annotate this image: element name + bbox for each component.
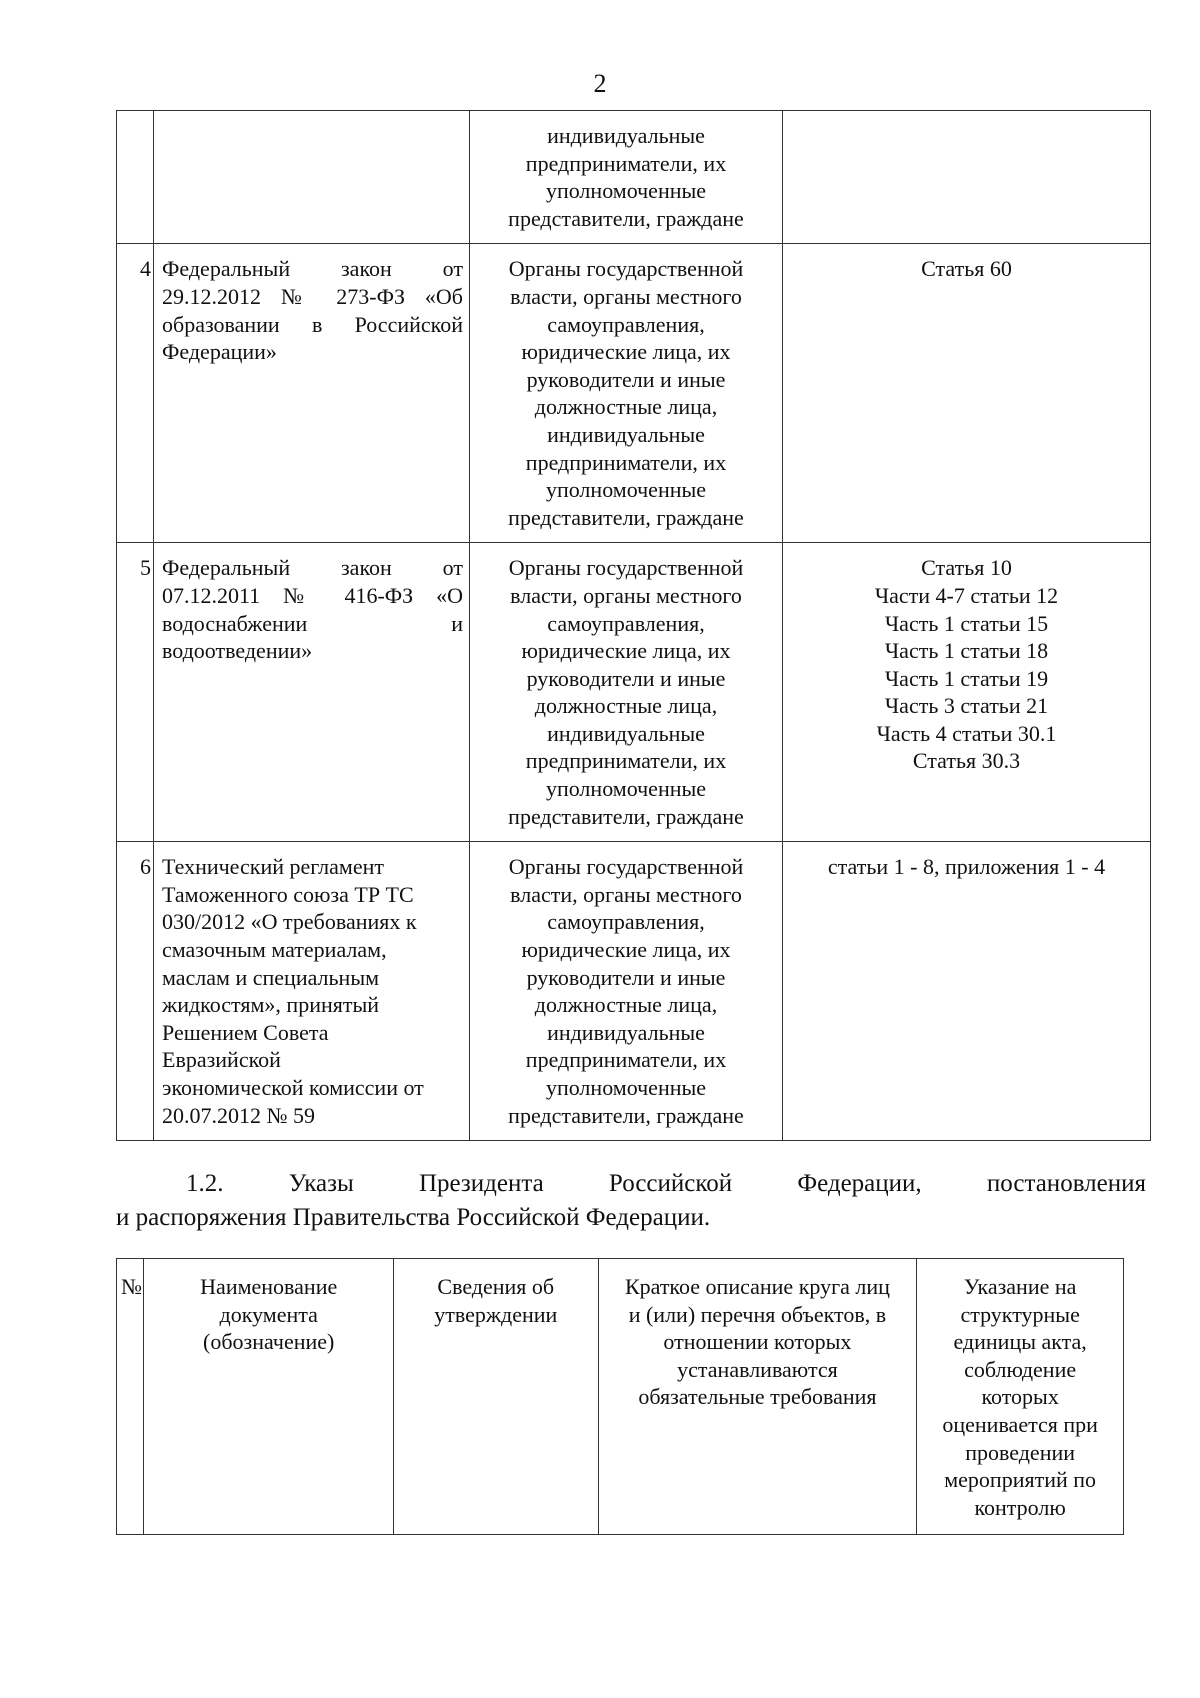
document-name-line: Федерации»: [162, 339, 277, 365]
subjects-line: руководители и иные: [526, 665, 726, 691]
document-name-line: Решением Совета: [162, 1019, 329, 1045]
header-line: Краткое описание круга лиц: [624, 1274, 890, 1299]
articles-cell: [783, 543, 1151, 842]
header-line: №: [121, 1274, 142, 1299]
document-name-line: 20.07.2012 № 59: [162, 1102, 315, 1128]
subjects-line: самоуправления,: [547, 610, 705, 636]
header-cell-document-name: [144, 1259, 393, 1535]
section-heading-line-2: и распоряжения Правительства Российской Федерации.: [116, 1204, 711, 1231]
subjects-line: уполномоченные: [545, 776, 707, 802]
articles-line: Статья 10: [921, 555, 1012, 581]
subjects-line: предприниматели, их: [525, 150, 727, 176]
header-line: мероприятий по: [944, 1467, 1097, 1493]
document-name-line: смазочным материалам,: [162, 937, 387, 963]
header-line: проведении: [965, 1439, 1076, 1465]
header-cell-structural-units: [917, 1259, 1124, 1535]
subjects-line: юридические лица, их: [521, 638, 731, 664]
table-row: [117, 543, 1151, 842]
subjects-line: Органы государственной: [508, 555, 744, 581]
header-line: документа: [219, 1301, 318, 1327]
document-name-cell: [154, 543, 470, 842]
subjects-cell: [470, 543, 783, 842]
articles-line: Части 4-7 статьи 12: [874, 582, 1059, 608]
articles-line: Часть 4 статьи 30.1: [876, 720, 1057, 746]
header-cell-description: [598, 1259, 917, 1535]
subjects-line: самоуправления,: [547, 909, 705, 935]
header-cell-number: [117, 1259, 144, 1535]
document-name-line: водоснабжении и: [162, 610, 463, 636]
subjects-line: уполномоченные: [545, 1075, 707, 1100]
articles-line: Часть 1 статьи 15: [884, 610, 1049, 636]
header-line: оценивается при: [942, 1411, 1098, 1437]
row-number: [117, 111, 154, 244]
document-name-line: Федеральный закон от: [162, 256, 463, 282]
row-number: 4: [117, 244, 154, 543]
header-line: обязательные требования: [638, 1384, 877, 1410]
subjects-line: самоуправления,: [547, 311, 705, 337]
document-name-line: водоотведении»: [162, 638, 313, 664]
document-name-line: экономической комиссии от: [162, 1075, 424, 1100]
row-number: 6: [117, 842, 154, 1141]
subjects-line: индивидуальные: [547, 421, 705, 447]
header-line: утверждении: [434, 1301, 558, 1327]
document-name-line: образовании в Российской: [162, 311, 463, 337]
subjects-line: должностные лица,: [534, 394, 718, 420]
subjects-line: руководители и иные: [526, 964, 726, 990]
document-name-line: Евразийской: [162, 1047, 281, 1073]
page-number: 2: [593, 69, 607, 98]
header-line: отношении которых: [663, 1329, 852, 1355]
subjects-line: предприниматели, их: [525, 449, 727, 475]
subjects-line: индивидуальные: [547, 720, 705, 746]
header-line: контролю: [974, 1494, 1066, 1520]
subjects-line: уполномоченные: [545, 477, 707, 503]
document-name-line: маслам и специальным: [162, 964, 380, 990]
document-name-cell: [154, 842, 470, 1141]
header-line: структурные: [960, 1301, 1080, 1327]
table-header-row: [117, 1259, 1124, 1535]
table-row: [117, 244, 1151, 543]
subjects-line: власти, органы местного: [510, 283, 742, 309]
articles-line: Часть 1 статьи 19: [884, 665, 1049, 691]
subjects-line: предприниматели, их: [525, 748, 727, 774]
table-body: [117, 111, 1151, 1141]
header-cell-approval-info: [393, 1259, 598, 1535]
subjects-line: Органы государственной: [508, 256, 744, 282]
row-number: 5: [117, 543, 154, 842]
subjects-cell: [470, 244, 783, 543]
header-line: которых: [981, 1384, 1059, 1410]
header-line: Сведения об: [437, 1274, 555, 1299]
articles-line: Статья 60: [921, 256, 1012, 282]
document-name-line: 030/2012 «О требованиях к: [162, 909, 417, 935]
articles-cell: [783, 111, 1151, 244]
requirements-table-continued: [116, 110, 1151, 1141]
subjects-line: должностные лица,: [534, 693, 718, 719]
articles-line: Статья 30.3: [912, 748, 1021, 774]
subjects-line: представители, граждане: [508, 1102, 744, 1128]
subjects-line: юридические лица, их: [521, 339, 731, 365]
articles-line: статьи 1 - 8, приложения 1 - 4: [827, 854, 1106, 880]
subjects-line: руководители и иные: [526, 366, 726, 392]
articles-cell: [783, 244, 1151, 543]
header-line: соблюдение: [964, 1356, 1077, 1382]
document-name-line: 07.12.2011 № 416-ФЗ «О: [162, 582, 463, 608]
articles-line: Часть 1 статьи 18: [884, 638, 1049, 664]
document-name-line: Федеральный закон от: [162, 555, 463, 581]
document-name-cell: [154, 244, 470, 543]
document-name-line: Технический регламент: [162, 854, 384, 880]
subjects-line: власти, органы местного: [510, 881, 742, 907]
header-line: Наименование: [200, 1274, 338, 1299]
document-name-line: Таможенного союза ТР ТС: [162, 881, 414, 907]
document-name-line: 29.12.2012 № 273-ФЗ «Об: [162, 283, 463, 309]
subjects-cell: [470, 111, 783, 244]
document-name-line: жидкостям», принятый: [162, 992, 380, 1018]
decrees-table: [116, 1258, 1124, 1535]
table-row: [117, 842, 1151, 1141]
subjects-line: представители, граждане: [508, 803, 744, 829]
subjects-line: индивидуальные: [547, 1019, 705, 1045]
subjects-line: индивидуальные: [547, 123, 705, 148]
subjects-line: власти, органы местного: [510, 582, 742, 608]
header-line: Указание на: [963, 1274, 1077, 1299]
header-line: (обозначение): [203, 1329, 335, 1355]
subjects-line: Органы государственной: [508, 854, 744, 880]
section-heading: [116, 1167, 1146, 1235]
subjects-cell: [470, 842, 783, 1141]
subjects-line: должностные лица,: [534, 992, 718, 1018]
articles-line: Часть 3 статьи 21: [884, 693, 1049, 719]
section-heading-line-1: 1.2. Указы Президента Российской Федерации, постановления: [186, 1170, 1146, 1197]
table-row: [117, 111, 1151, 244]
header-line: устанавливаются: [677, 1356, 838, 1382]
subjects-line: представители, граждане: [508, 205, 744, 231]
articles-cell: [783, 842, 1151, 1141]
header-line: единицы акта,: [953, 1329, 1087, 1355]
subjects-line: представители, граждане: [508, 504, 744, 530]
header-line: и (или) перечня объектов, в: [628, 1301, 887, 1327]
subjects-line: предприниматели, их: [525, 1047, 727, 1073]
document-name-cell: [154, 111, 470, 244]
subjects-line: уполномоченные: [545, 178, 707, 204]
subjects-line: юридические лица, их: [521, 937, 731, 963]
